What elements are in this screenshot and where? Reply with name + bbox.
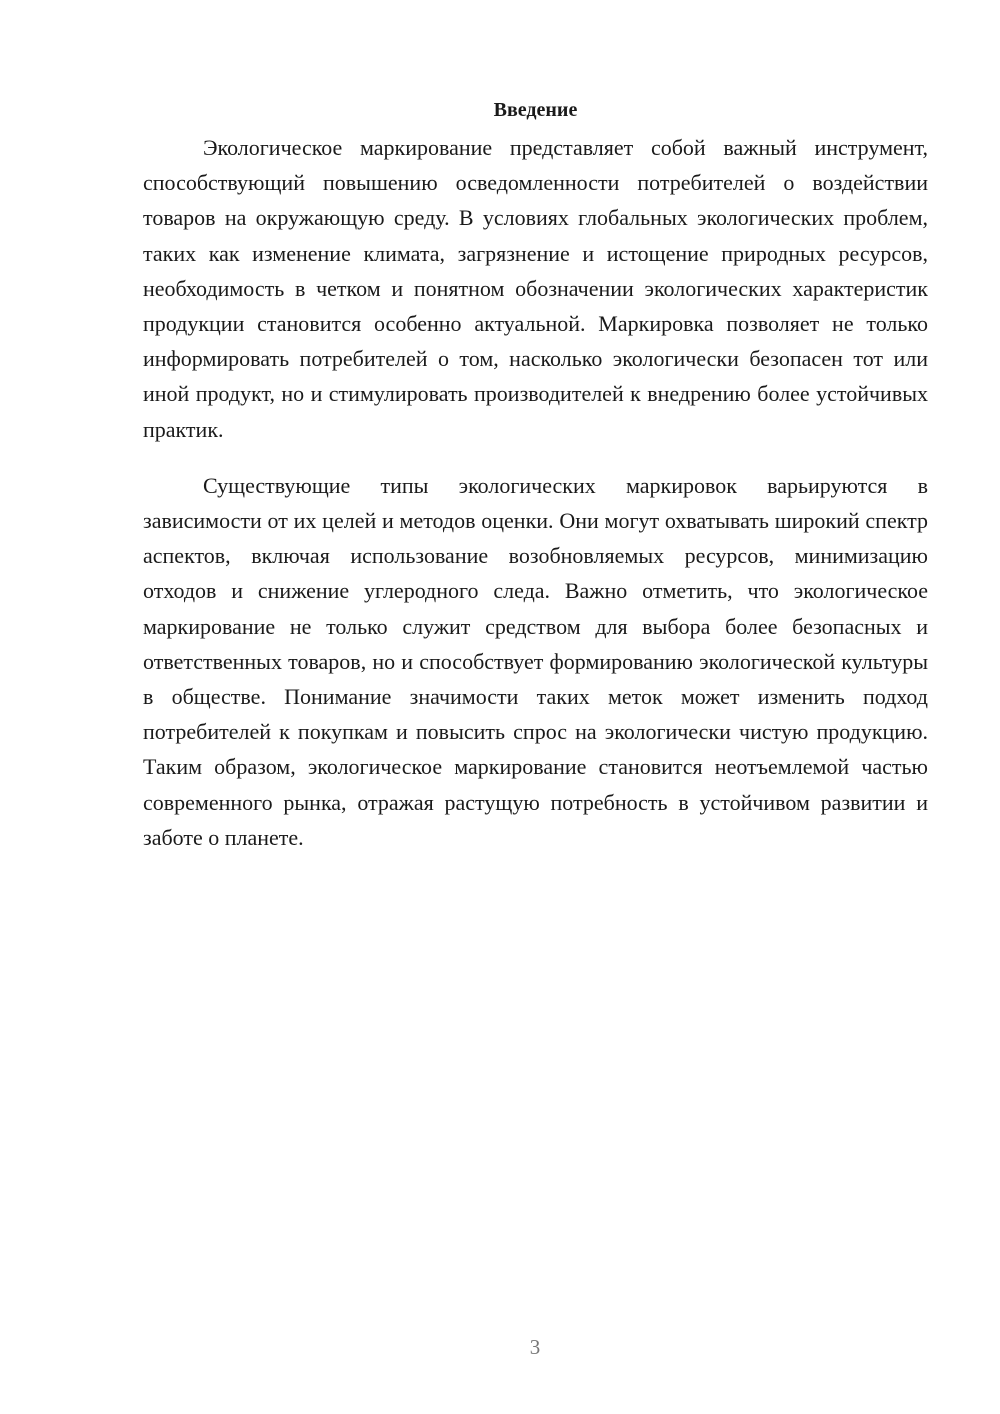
- paragraph-1: Экологическое маркирование представляет собой важный инструмент, способствующий повышению осведомленности потребителей о воздействии товаров на окружающую среду. В условиях глобальных экологических проблем, таких как изменение климата, загрязнение и истощение природных ресурсов, необходимость в четком и понятном обозначении экологических характеристик продукции становится особенно актуальной. Маркировка позволяет не только информировать потребителей о том, насколько экологически безопасен тот или иной продукт, но и стимулировать производителей к внедрению более устойчивых практик.: [143, 135, 928, 442]
- section-heading: Введение: [493, 99, 578, 121]
- page-content: [143, 92, 928, 855]
- page-number: 3: [529, 1335, 541, 1359]
- paragraph-2: Существующие типы экологических маркировок варьируются в зависимости от их целей и методов оценки. Они могут охватывать широкий спектр аспектов, включая использование возобновляемых ресурсов, минимизацию отходов и снижение углеродного следа. Важно отметить, что экологическое маркирование не только служит средством для выбора более безопасных и ответственных товаров, но и способствует формированию экологической культуры в обществе. Понимание значимости таких меток может изменить подход потребителей к покупкам и повысить спрос на экологически чистую продукцию. Таким образом, экологическое маркирование становится неотъемлемой частью современного рынка, отражая растущую потребность в устойчивом развитии и заботе о планете.: [143, 472, 928, 850]
